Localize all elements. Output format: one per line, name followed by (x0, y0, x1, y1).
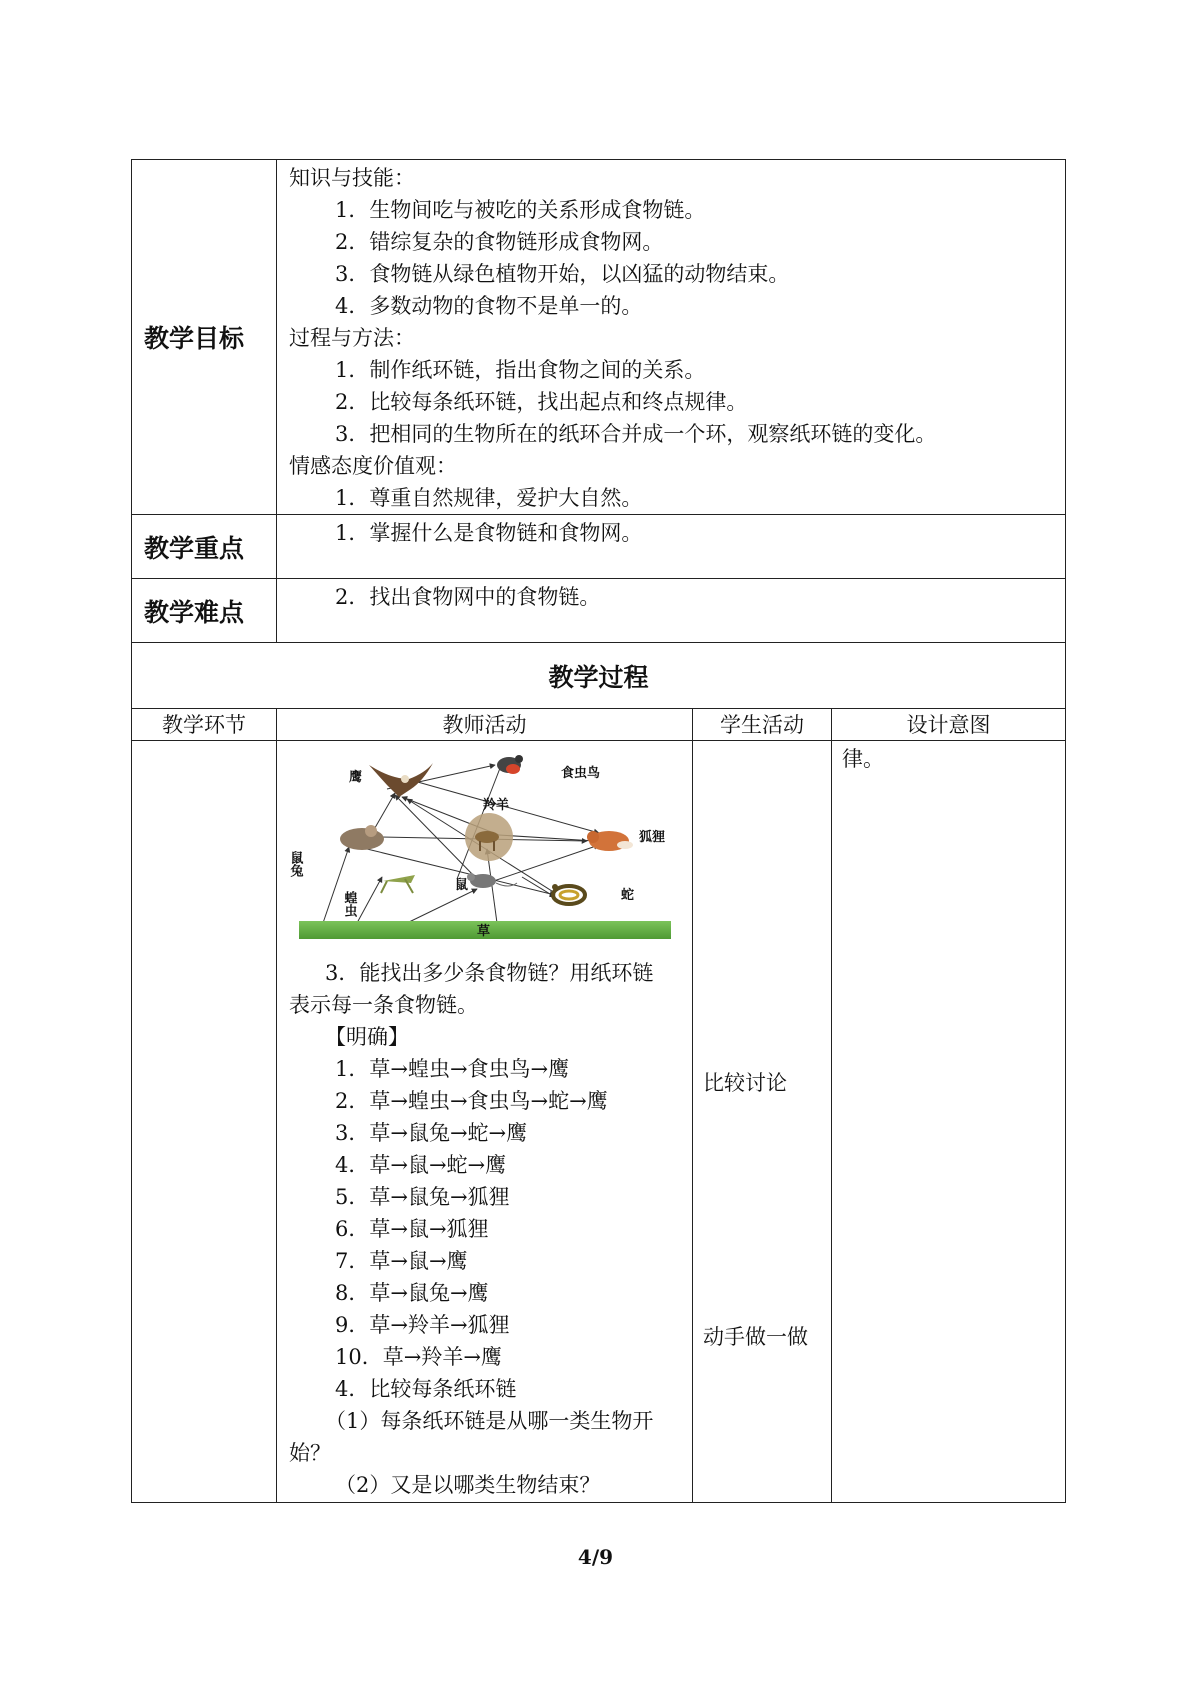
content-row (132, 741, 1066, 1503)
key-point-row (132, 515, 1066, 579)
food-web-diagram (287, 749, 683, 939)
label-grasshopper: 蝗虫 (341, 891, 357, 917)
chain-item: 2．草→蝗虫→食虫鸟→蛇→鹰 (335, 1089, 608, 1113)
chain-item: 10．草→羚羊→鹰 (335, 1345, 502, 1369)
clear-heading: 【明确】 (325, 1025, 409, 1049)
question-4-1-line2: 始？ (289, 1441, 331, 1465)
column-header: 教学环节 (132, 709, 277, 741)
label-grass: 草 (477, 924, 491, 939)
objectives-label: 教学目标 (132, 160, 277, 515)
teacher-activity-cell (277, 741, 693, 1503)
label-eagle: 鹰 (349, 770, 363, 785)
chain-item: 9．草→羚羊→狐狸 (335, 1313, 510, 1337)
difficulty-row (132, 579, 1066, 643)
snake-icon (552, 884, 585, 904)
fox-icon (587, 831, 633, 851)
stage-cell (132, 741, 277, 1503)
knowledge-item: 1．生物间吃与被吃的关系形成食物链。 (335, 198, 706, 222)
process-item: 1．制作纸环链，指出食物之间的关系。 (335, 358, 706, 382)
chain-item: 5．草→鼠兔→狐狸 (335, 1185, 510, 1209)
chain-item: 8．草→鼠兔→鹰 (335, 1281, 489, 1305)
label-bird: 食虫鸟 (561, 766, 601, 781)
key-point-text: 1．掌握什么是食物链和食物网。 (335, 521, 643, 545)
rabbit-icon (340, 825, 384, 850)
chain-item: 1．草→蝗虫→食虫鸟→鹰 (335, 1057, 570, 1081)
process-title-row (132, 643, 1066, 709)
chain-item: 6．草→鼠→狐狸 (335, 1217, 489, 1241)
emotion-heading: 情感态度价值观： (289, 454, 457, 478)
label-fox: 狐狸 (639, 830, 666, 845)
difficulty-text: 2．找出食物网中的食物链。 (335, 585, 601, 609)
process-item: 3．把相同的生物所在的纸环合并成一个环，观察纸环链的变化。 (335, 422, 937, 446)
label-rabbit: 鼠兔 (287, 851, 303, 877)
design-intent-text: 律。 (842, 747, 884, 771)
column-header-row (132, 709, 1066, 741)
process-heading: 过程与方法： (289, 326, 415, 350)
key-point-label: 教学重点 (132, 515, 277, 579)
knowledge-item: 4．多数动物的食物不是单一的。 (335, 294, 643, 318)
eagle-icon (369, 763, 433, 797)
student-activity-1: 比较讨论 (703, 1071, 787, 1095)
label-mouse: 鼠 (455, 878, 469, 893)
difficulty-content (277, 579, 1066, 643)
process-item: 2．比较每条纸环链，找出起点和终点规律。 (335, 390, 748, 414)
column-header: 学生活动 (693, 709, 832, 741)
process-title: 教学过程 (132, 643, 1066, 709)
label-snake: 蛇 (621, 888, 635, 903)
emotion-item: 1．尊重自然规律，爱护大自然。 (335, 486, 643, 510)
chain-item: 7．草→鼠→鹰 (335, 1249, 468, 1273)
question-4-2: （2）又是以哪类生物结束？ (335, 1473, 601, 1497)
column-header: 设计意图 (832, 709, 1066, 741)
objectives-content (277, 160, 1066, 515)
question-3-line2: 表示每一条食物链。 (289, 993, 478, 1017)
page-number: 4/9 (577, 1545, 614, 1569)
knowledge-item: 2．错综复杂的食物链形成食物网。 (335, 230, 664, 254)
question-4-1-line1: （1）每条纸环链是从哪一类生物开 (325, 1409, 654, 1433)
difficulty-label: 教学难点 (132, 579, 277, 643)
question-4: 4．比较每条纸环链 (335, 1377, 517, 1401)
student-activity-cell (693, 741, 832, 1503)
question-3-line1: 3．能找出多少条食物链？用纸环链 (325, 961, 654, 985)
bird-icon (497, 755, 523, 774)
grasshopper-icon (381, 875, 415, 893)
column-header: 教师活动 (277, 709, 693, 741)
knowledge-item: 3．食物链从绿色植物开始，以凶猛的动物结束。 (335, 262, 790, 286)
key-point-content (277, 515, 1066, 579)
design-intent-cell (832, 741, 1066, 1503)
objectives-row (132, 160, 1066, 515)
label-antelope: 羚羊 (483, 798, 510, 813)
student-activity-2: 动手做一做 (703, 1325, 808, 1349)
antelope-icon (465, 813, 513, 861)
chain-item: 4．草→鼠→蛇→鹰 (335, 1153, 507, 1177)
chain-item: 3．草→鼠兔→蛇→鹰 (335, 1121, 528, 1145)
lesson-table (131, 159, 1066, 1503)
knowledge-heading: 知识与技能： (289, 166, 415, 190)
